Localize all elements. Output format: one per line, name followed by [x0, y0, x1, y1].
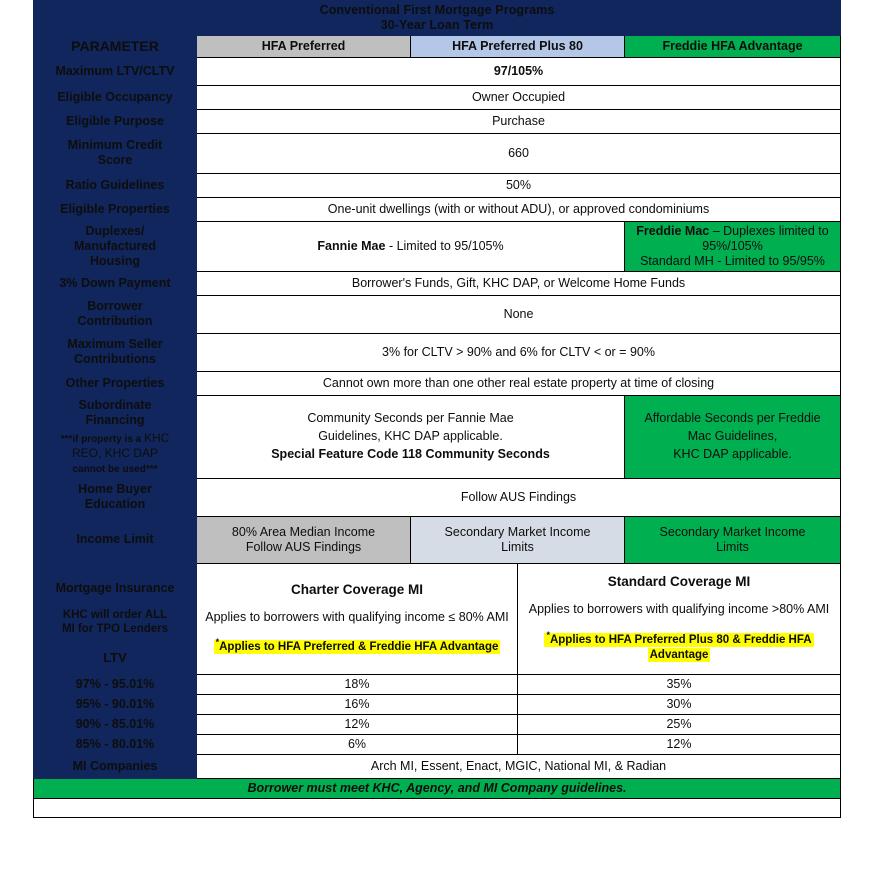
label-borrower-contribution-line-1: Borrower: [87, 299, 143, 314]
subordinate-note-line-3: cannot be used***: [72, 463, 158, 475]
blank-row: [34, 798, 841, 817]
header-hfa-preferred: HFA Preferred: [197, 36, 411, 58]
ltv-label-0: 97% - 95.01%: [34, 674, 197, 694]
ltv-label-1: 95% - 90.01%: [34, 694, 197, 714]
ltv-standard-3: 12%: [518, 734, 841, 754]
label-other-properties: Other Properties: [34, 371, 197, 395]
label-duplexes-line-2: Manufactured: [74, 238, 156, 253]
label-duplexes-line-1: Duplexes/: [85, 223, 145, 238]
value-subordinate-freddie: [625, 395, 841, 478]
fannie-mae-bold: Fannie Mae: [317, 238, 386, 253]
title-row: [34, 1, 841, 36]
label-income-limit: Income Limit: [34, 516, 197, 563]
income-limit-col1-line-2: Follow AUS Findings: [245, 539, 362, 554]
value-ratio-guidelines: 50%: [197, 173, 841, 197]
ltv-row: [34, 734, 841, 754]
label-seller-contrib-line-1: Maximum Seller: [67, 337, 163, 352]
value-mi-charter-coverage: [197, 563, 518, 674]
row-mortgage-insurance: [34, 563, 841, 674]
value-mi-companies: Arch MI, Essent, Enact, MGIC, National MI, & Radian: [197, 754, 841, 778]
value-down-payment: Borrower's Funds, Gift, KHC DAP, or Welcome Home Funds: [197, 271, 841, 295]
header-freddie-hfa-advantage: Freddie HFA Advantage: [625, 36, 841, 58]
label-mortgage-insurance: [34, 563, 197, 674]
program-comparison-table: [33, 0, 841, 818]
ltv-row: [34, 694, 841, 714]
freddie-mac-bold: Freddie Mac: [636, 223, 710, 238]
value-home-buyer-education: Follow AUS Findings: [197, 478, 841, 516]
header-hfa-preferred-plus-80: HFA Preferred Plus 80: [411, 36, 625, 58]
subordinate-fannie-line-2: Guidelines, KHC DAP applicable.: [318, 428, 503, 443]
asterisk-marker-2: *: [546, 629, 550, 640]
program-header-row: [34, 36, 841, 58]
freddie-mac-line-2: Standard MH - Limited to 95/95%: [640, 253, 825, 268]
row-home-buyer-education: [34, 478, 841, 516]
row-duplexes-manufactured-housing: [34, 221, 841, 271]
ltv-standard-1: 30%: [518, 694, 841, 714]
mi-charter-note: [214, 637, 501, 654]
label-duplexes-manufactured-housing: [34, 221, 197, 271]
mi-standard-note: [544, 629, 813, 663]
freddie-mac-rest: – Duplexes limited to 95%/105%: [702, 223, 829, 253]
income-limit-col3-line-2: Limits: [716, 539, 749, 554]
value-income-limit-hfa-plus-80: [411, 516, 625, 563]
label-eligible-purpose: Eligible Purpose: [34, 109, 197, 133]
value-income-limit-freddie: [625, 516, 841, 563]
ltv-label-3: 85% - 80.01%: [34, 734, 197, 754]
sheet-title: [34, 1, 841, 36]
value-duplexes-freddie: [625, 221, 841, 271]
row-eligible-properties: [34, 197, 841, 221]
row-borrower-contribution: [34, 295, 841, 333]
subordinate-fannie-line-1: Community Seconds per Fannie Mae: [307, 411, 514, 426]
row-ratio-guidelines: [34, 173, 841, 197]
subordinate-note-line-2: REO, KHC DAP: [71, 445, 158, 460]
income-limit-col3-line-1: Secondary Market Income: [659, 524, 806, 539]
label-borrower-contribution-line-2: Contribution: [77, 314, 153, 329]
label-maximum-ltv-cltv: Maximum LTV/CLTV: [34, 57, 197, 85]
ltv-row: [34, 674, 841, 694]
ltv-label-2: 90% - 85.01%: [34, 714, 197, 734]
blank-cell: [34, 798, 841, 817]
ltv-standard-2: 25%: [518, 714, 841, 734]
label-min-credit-line-1: Minimum Credit: [67, 138, 163, 153]
label-down-payment: 3% Down Payment: [34, 271, 197, 295]
label-mi-line-3: MI for TPO Lenders: [61, 623, 169, 636]
value-eligible-occupancy: Owner Occupied: [197, 85, 841, 109]
value-maximum-seller-contributions: 3% for CLTV > 90% and 6% for CLTV < or = 90%: [197, 333, 841, 371]
value-eligible-purpose: Purchase: [197, 109, 841, 133]
mi-standard-title: Standard Coverage MI: [607, 574, 751, 590]
value-other-properties: Cannot own more than one other real estate property at time of closing: [197, 371, 841, 395]
row-eligible-occupancy: [34, 85, 841, 109]
label-home-buyer-line-2: Education: [84, 497, 146, 512]
row-eligible-purpose: [34, 109, 841, 133]
value-income-limit-hfa-preferred: [197, 516, 411, 563]
asterisk-marker: *: [215, 637, 220, 648]
row-maximum-ltv-cltv: [34, 57, 841, 85]
label-mi-line-1: Mortgage Insurance: [55, 580, 175, 595]
value-mi-standard-coverage: [518, 563, 841, 674]
income-limit-col2-line-2: Limits: [501, 539, 534, 554]
row-other-properties: [34, 371, 841, 395]
row-mi-companies: [34, 754, 841, 778]
subordinate-fannie-bold: Special Feature Code 118 Community Seconds: [271, 446, 550, 461]
fannie-mae-rest: - Limited to 95/105%: [385, 238, 504, 253]
subordinate-note-line-1-big: KHC: [144, 430, 170, 445]
ltv-standard-0: 35%: [518, 674, 841, 694]
mi-standard-body: Applies to borrowers with qualifying income >80% AMI: [528, 601, 830, 616]
row-down-payment: [34, 271, 841, 295]
label-subordinate-line-1: Subordinate: [78, 397, 152, 412]
mi-standard-note-text: Applies to HFA Preferred Plus 80 & Freddie HFA Advantage: [549, 633, 812, 662]
ltv-charter-3: 6%: [197, 734, 518, 754]
label-maximum-seller-contributions: [34, 333, 197, 371]
label-mi-line-4: LTV: [103, 649, 127, 665]
value-subordinate-fannie: [197, 395, 625, 478]
label-mi-line-2: KHC will order ALL: [62, 608, 168, 621]
label-ratio-guidelines: Ratio Guidelines: [34, 173, 197, 197]
value-borrower-contribution: None: [197, 295, 841, 333]
label-subordinate-line-2: Financing: [85, 412, 145, 427]
row-minimum-credit-score: [34, 133, 841, 173]
subordinate-note-line-1-small: ***if property is a: [60, 433, 144, 445]
label-duplexes-line-3: Housing: [90, 253, 140, 268]
title-line-2: 30-Year Loan Term: [380, 18, 494, 32]
income-limit-col1-line-1: 80% Area Median Income: [231, 524, 376, 539]
mi-charter-body: Applies to borrowers with qualifying income ≤ 80% AMI: [205, 609, 509, 624]
value-minimum-credit-score: 660: [197, 133, 841, 173]
income-limit-col2-line-1: Secondary Market Income: [444, 524, 591, 539]
label-home-buyer-education: [34, 478, 197, 516]
value-eligible-properties: One-unit dwellings (with or without ADU), or approved condominiums: [197, 197, 841, 221]
ltv-charter-2: 12%: [197, 714, 518, 734]
label-subordinate-note: [37, 431, 193, 476]
title-line-1: Conventional First Mortgage Programs: [319, 3, 555, 17]
mortgage-program-sheet: [33, 0, 840, 818]
subordinate-freddie-line-1: Affordable Seconds per Freddie Mac Guidelines,: [644, 411, 821, 443]
mi-charter-title: Charter Coverage MI: [290, 582, 424, 598]
row-maximum-seller-contributions: [34, 333, 841, 371]
row-income-limit: [34, 516, 841, 563]
value-maximum-ltv-cltv: 97/105%: [197, 57, 841, 85]
label-eligible-occupancy: Eligible Occupancy: [34, 85, 197, 109]
label-home-buyer-line-1: Home Buyer: [78, 482, 152, 497]
footer-disclaimer: Borrower must meet KHC, Agency, and MI Company guidelines.: [34, 778, 841, 798]
ltv-charter-0: 18%: [197, 674, 518, 694]
label-min-credit-line-2: Score: [97, 153, 133, 168]
label-mi-companies: MI Companies: [34, 754, 197, 778]
ltv-charter-1: 16%: [197, 694, 518, 714]
label-seller-contrib-line-2: Contributions: [74, 352, 156, 367]
header-parameter: PARAMETER: [34, 36, 197, 58]
footer-row: [34, 778, 841, 798]
label-minimum-credit-score: [34, 133, 197, 173]
label-borrower-contribution: [34, 295, 197, 333]
ltv-row: [34, 714, 841, 734]
value-duplexes-fannie: [197, 221, 625, 271]
label-eligible-properties: Eligible Properties: [34, 197, 197, 221]
mi-charter-note-text: Applies to HFA Preferred & Freddie HFA Advantage: [219, 641, 499, 654]
label-subordinate-financing: [34, 395, 197, 478]
row-subordinate-financing: [34, 395, 841, 478]
subordinate-freddie-line-2: KHC DAP applicable.: [673, 446, 792, 461]
